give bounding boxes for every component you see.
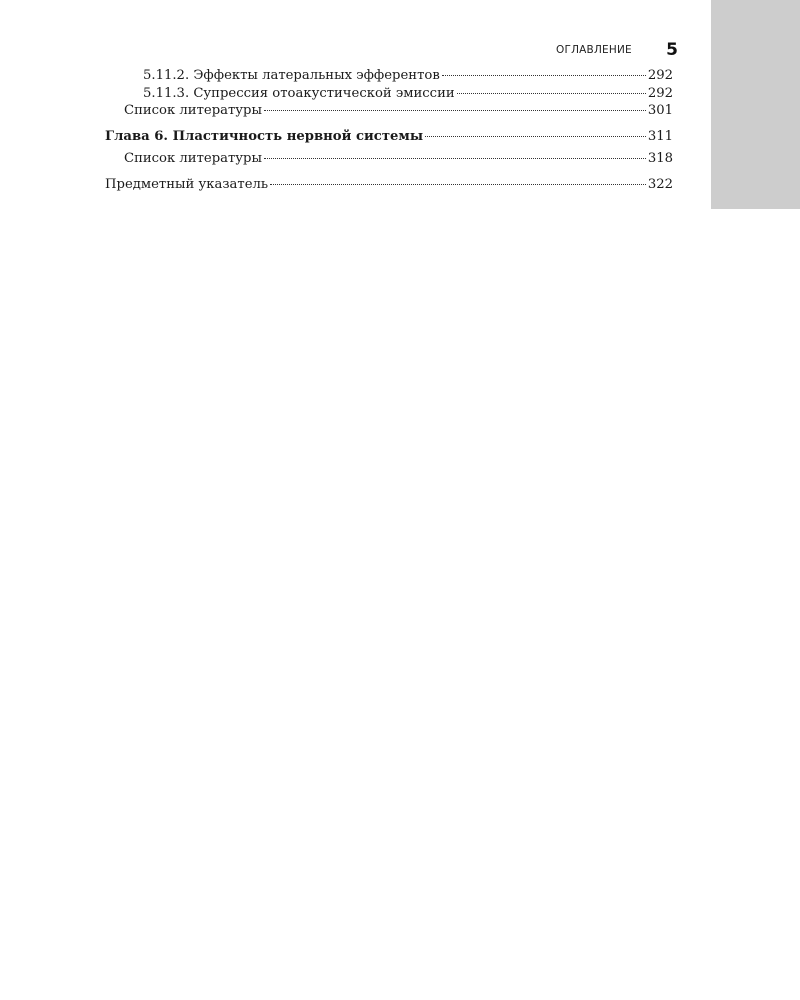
toc-entry-chapter-6[interactable] — [105, 129, 673, 145]
dot-leader — [264, 158, 646, 159]
toc-entry-page: 292 — [647, 68, 673, 83]
toc-entry-page: 301 — [647, 103, 673, 118]
toc-entry-5-11-2[interactable] — [143, 68, 673, 84]
running-head-title: ОГЛАВЛЕНИЕ — [556, 44, 632, 56]
toc-entry-references-ch6[interactable] — [124, 151, 673, 167]
dot-leader — [425, 136, 646, 137]
dot-leader — [270, 184, 646, 185]
toc-entry-label: 5.11.3. Супрессия отоакустической эмиссии — [143, 86, 455, 101]
toc-entry-label: Предметный указатель — [105, 177, 269, 192]
toc-entry-references-ch5[interactable] — [124, 103, 673, 119]
running-head — [520, 40, 678, 64]
toc-entry-subject-index[interactable] — [105, 177, 673, 193]
toc-entry-5-11-3[interactable] — [143, 86, 673, 102]
toc-entry-page: 322 — [647, 177, 673, 192]
dot-leader — [264, 110, 646, 111]
toc-entry-label: Список литературы — [124, 103, 262, 118]
page-number: 5 — [666, 40, 678, 60]
toc-entry-page: 292 — [647, 86, 673, 101]
toc-entry-page: 318 — [647, 151, 673, 166]
toc-entry-label: 5.11.2. Эффекты латеральных эфферентов — [143, 68, 440, 83]
toc-entry-label: Список литературы — [124, 151, 262, 166]
thumb-index-tab — [711, 0, 800, 209]
toc-entry-page: 311 — [647, 129, 673, 144]
toc-entry-label: Глава 6. Пластичность нервной системы — [105, 129, 424, 144]
dot-leader — [457, 93, 646, 94]
dot-leader — [442, 75, 646, 76]
